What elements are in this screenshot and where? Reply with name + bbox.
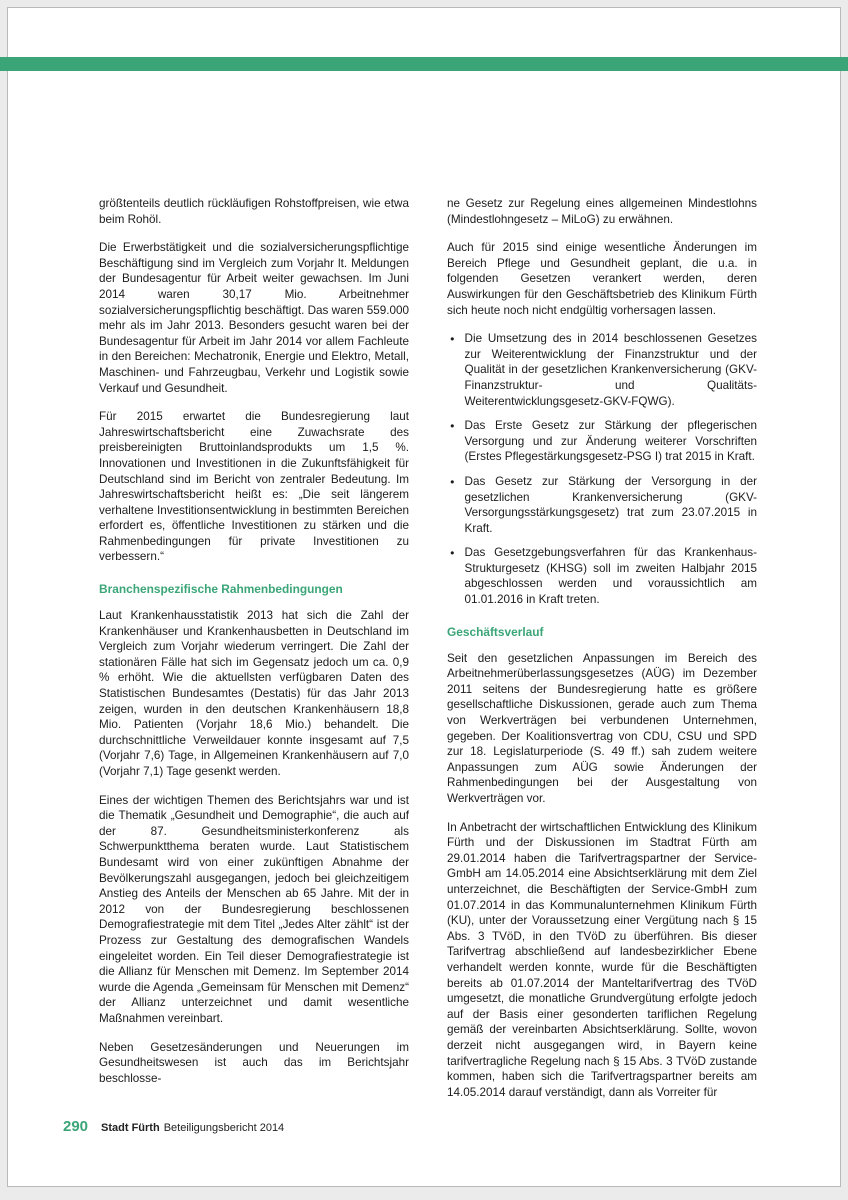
bullet-item-psg1 (447, 418, 757, 465)
paragraph-hospital-statistics: Laut Krankenhausstatistik 2013 hat sich die Zahl der Krankenhäuser und Krankenhausbetten in Deutschland im Vergleich zum Vorjahr wiederum verringert. Die Zahl der stationären Fälle hat sich im Gegensatz jedoch um ca. 0,9 % erhöht. Wie die aktuellsten verfügbaren Daten des Statistischen Bundesamtes (Destatis) für das Jahr 2013 zeigen, wurden in den deutschen Krankenhäusern 18,8 Mio. Patienten (Vorjahr 18,6 Mio.) behandelt. Die durchschnittliche Verweildauer konnte insgesamt auf 7,5 (Vorjahr 7,6) Tage, in Allgemeinen Krankenhäusern auf 7,0 (Vorjahr 7,1) Tage gesenkt werden. (99, 609, 409, 778)
bullet-item-gkv-fqwg (447, 331, 757, 409)
bullet-text: ● Das Gesetzgebungsverfahren für das Krankenhaus-Strukturgesetz (KHSG) soll im zweiten Halbjahr 2015 abgeschlossen werden und voraussichtlich am 01.01.2016 in Kraft treten. (464, 546, 757, 607)
left-column (99, 196, 409, 1113)
bullet-text: ● Die Umsetzung des in 2014 beschlossenen Gesetzes zur Weiterentwicklung der Finanzstruktur und der Qualität in der gesetzlichen Krankenversicherung (GKV-Finanzstruktur- und Qualitäts-Weiterentwicklungsgesetz-GKV-FQWG). (464, 332, 757, 408)
paragraph-minimum-wage: ne Gesetz zur Regelung eines allgemeinen Mindestlohns (Mindestlohngesetz – MiLoG) zu erwähnen. (447, 197, 757, 226)
bullet-text: ● Das Gesetz zur Stärkung der Versorgung in der gesetzlichen Krankenversicherung (GKV-Versorgungsstärkungsgesetz) trat zum 23.07.2015 in Kraft. (464, 474, 757, 535)
page-number: 290 (63, 1118, 89, 1135)
paragraph-tarif: In Anbetracht der wirtschaftlichen Entwicklung des Klinikum Fürth und der Diskussionen im Stadtrat Fürth am 29.01.2014 haben die Tarifvertragspartner der Service-GmbH am 14.05.2014 eine Absichtserklärung mit dem Ziel unterzeichnet, die Beschäftigten der Service-GmbH zum 01.07.2014 in das Kommunalunternehmen Klinikum Fürth (KU), unter der Voraussetzung einer Vergütung nach § 15 Abs. 3 TVöD, in den TVöD zu überführen. Bis dieser Tarifvertrag abschließend auf landesbezirklicher Ebene verhandelt werden konnte, wurde für die Beschäftigten bereits ab 01.07.2014 der Manteltarifvertrag des TVöD umgesetzt, die monatliche Grundvergütung erfolgte jedoch auf der Basis einer gesonderten tariflichen Regelung gemäß der vereinbarten Absichtserklärung. Sollte, wovon derzeit nicht ausgegangen wird, in Bayern keine tarifvertragliche Regelung nach § 15 Abs. 3 TVöD zustande kommen, haben sich die Tarifvertragspartner bereits am 14.05.2014 darauf verständigt, dann als Vorreiter für (447, 820, 757, 1099)
section-heading-sector-conditions: Branchenspezifische Rahmenbedingungen (99, 582, 343, 597)
page-footer (63, 1118, 284, 1135)
paragraph-forecast: Für 2015 erwartet die Bundesregierung laut Jahreswirtschaftsbericht eine Zuwachsrate des preisbereinigten Bruttoinlandsprodukts um 1,5 %. Innovationen und Investitionen in die Zukunftsfähigkeit für Deutschland sind im Bericht von zentraler Bedeutung. Im Jahreswirtschaftsbericht heißt es: „Die seit längerem verhaltene Investitionsentwicklung in bestimmten Bereichen erfordert es, öffentliche Investitionen zu stärken und die Rahmenbedingungen für private Investitionen zu verbessern.“ (99, 410, 409, 564)
bullet-item-khsg (447, 545, 757, 607)
paragraph-changes-2015: Auch für 2015 sind einige wesentliche Änderungen im Bereich Pflege und Gesundheit geplant, die u.a. in folgenden Gesetzen verankert werden, deren Auswirkungen für den Geschäftsbetrieb des Klinikum Fürth sich heute noch nicht endgültig vorhersagen lassen. (447, 241, 757, 317)
paragraph-continuation: größtenteils deutlich rückläufigen Rohstoffpreisen, wie etwa beim Rohöl. (99, 197, 409, 226)
right-column (447, 196, 757, 1113)
paragraph-aug: Seit den gesetzlichen Anpassungen im Bereich des Arbeitnehmerüberlassungsgesetzes (AÜG) im Dezember 2011 seitens der Bundesregierung hatte es größere gesellschaftliche Diskussionen, gerade auch zum Thema von Werkverträgen bei verbundenen Unternehmen, gegeben. Der Koalitionsvertrag von CDU, CSU und SPD zur 18. Legislaturperiode (S. 49 ff.) sah zudem weitere Anpassungen zum AÜG sowie Änderungen der Rahmenbedingungen bei der Ausgestaltung von Werkverträgen vor. (447, 651, 757, 805)
paragraph-demography: Eines der wichtigen Themen des Berichtsjahrs war und ist die Thematik „Gesundheit und Demographie“, die auch auf der 87. Gesundheitsministerkonferenz als Schwerpunktthema beraten wurde. Laut Statistischem Bundesamt wird von einer zukünftigen Abnahme der Bevölkerungszahl ausgegangen, jedoch bei gleichzeitigem Anstieg des Anteils der Menschen ab 65 Jahre. Mit der in 2012 von der Bundesregierung beschlossenen Demografiestrategie mit dem Titel „Jedes Alter zählt“ ist der Prozess zur Gestaltung des demografischen Wandels eingeleitet worden. Ein Teil dieser Demografiestrategie ist die Allianz für Menschen mit Demenz. Im September 2014 wurde die Agenda „Gemeinsam für Menschen mit Demenz“ der Allianz unterzeichnet und damit wesentliche Maßnahmen vereinbart. (99, 793, 409, 1025)
bullet-item-gkv-vsg (447, 474, 757, 536)
footer-publisher: Stadt Fürth (101, 1122, 160, 1134)
footer-report-title: Beteiligungsbericht 2014 (163, 1122, 285, 1134)
two-column-content (99, 196, 758, 1113)
section-heading-business-performance: Geschäftsverlauf (447, 624, 544, 639)
bullet-text: ● Das Erste Gesetz zur Stärkung der pflegerischen Versorgung und zur Änderung weiterer Vorschriften (Erstes Pflegestärkungsgesetz-PSG I) trat 2015 in Kraft. (464, 419, 757, 464)
paragraph-employment: Die Erwerbstätigkeit und die sozialversicherungspflichtige Beschäftigung sind im Vergleich zum Vorjahr lt. Meldungen der Bundesagentur für Arbeit weiter gewachsen. Im Juni 2014 waren 30,17 Mio. Arbeitnehmer sozialversicherungspflichtig beschäftigt. Das waren 559.000 mehr als im Jahr 2013. Besonders gesucht waren bei der Bundesagentur für Arbeit im Jahr 2014 vor allem Fachleute in den Bereichen: Mechatronik, Energie und Elektro, Metall, Maschinen- und Fahrzeugbau, Verkehr und Logistik sowie Verkauf und Gesundheit. (99, 241, 409, 395)
paragraph-law-intro: Neben Gesetzesänderungen und Neuerungen im Gesundheitswesen ist auch das im Berichtsjahr beschlosse- (99, 1040, 409, 1085)
accent-top-bar (0, 57, 848, 71)
law-bullet-list (447, 331, 757, 608)
